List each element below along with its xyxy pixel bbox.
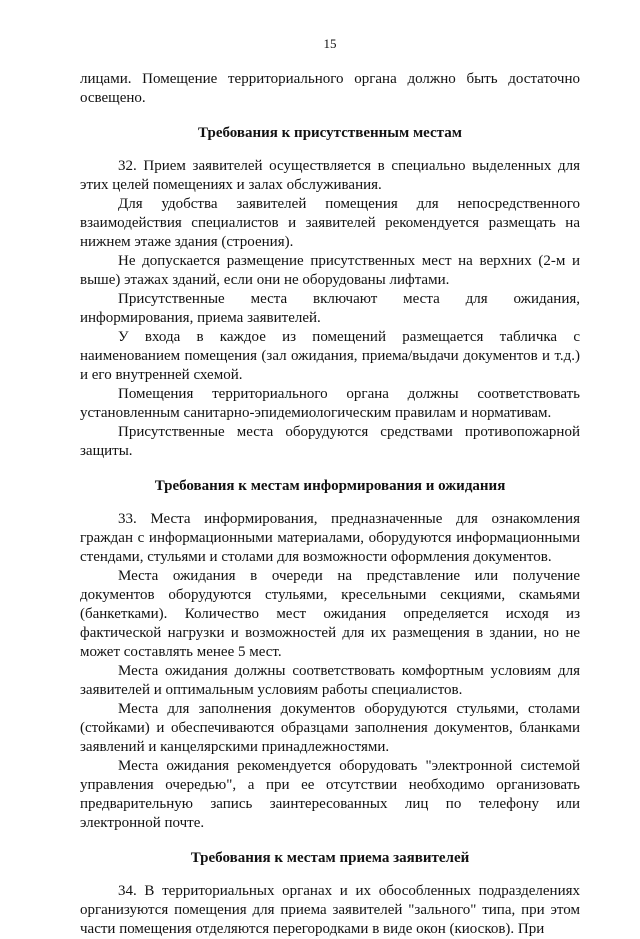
paragraph: Для удобства заявителей помещения для непосредственного взаимодействия специалистов и заявителей рекомендуется размещать на нижнем этаже здания (строения). bbox=[80, 196, 580, 250]
paragraph: лицами. Помещение территориального органа должно быть достаточно освещено. bbox=[80, 71, 580, 106]
paragraph: Присутственные места оборудуются средствами противопожарной защиты. bbox=[80, 424, 580, 459]
section-heading: Требования к местам приема заявителей bbox=[190, 850, 470, 866]
page-number: 15 bbox=[323, 36, 337, 51]
section-heading: Требования к присутственным местам bbox=[198, 125, 462, 141]
paragraph: Присутственные места включают места для ожидания, информирования, приема заявителей. bbox=[80, 291, 580, 326]
paragraph: Места ожидания рекомендуется оборудовать "электронной системой управления очередью", а при ее отсутствии необходимо организовать предварительную запись заинтересованных лиц по телефону или электронной почте. bbox=[80, 758, 580, 831]
paragraph: 32. Прием заявителей осуществляется в специально выделенных для этих целей помещениях и залах обслуживания. bbox=[80, 158, 580, 193]
paragraph: 34. В территориальных органах и их обособленных подразделениях организуются помещения для приема заявителей "зального" типа, при этом части помещения отделяются перегородками в виде окон (киосков). При bbox=[80, 883, 580, 937]
section-heading: Требования к местам информирования и ожидания bbox=[154, 478, 506, 494]
paragraph: Не допускается размещение присутственных мест на верхних (2-м и выше) этажах зданий, если они не оборудованы лифтами. bbox=[80, 253, 580, 288]
paragraph: Места ожидания должны соответствовать комфортным условиям для заявителей и оптимальным условиям работы специалистов. bbox=[80, 663, 580, 698]
paragraph: Места ожидания в очереди на представление или получение документов оборудуются стульями, кресельными секциями, скамьями (банкетками). Количество мест ожидания определяется исходя из фактической нагрузки и возможностей для их размещения в здании, но не может составлять менее 5 мест. bbox=[80, 568, 580, 660]
paragraph: У входа в каждое из помещений размещается табличка с наименованием помещения (зал ожидания, приема/выдачи документов и т.д.) и его внутренней схемой. bbox=[80, 329, 580, 383]
paragraph: Помещения территориального органа должны соответствовать установленным санитарно-эпидемиологическим правилам и нормативам. bbox=[80, 386, 580, 421]
paragraph: 33. Места информирования, предназначенные для ознакомления граждан с информационными материалами, оборудуются информационными стендами, стульями и столами для возможности оформления документов. bbox=[80, 511, 580, 565]
paragraph: Места для заполнения документов оборудуются стульями, столами (стойками) и обеспечиваются образцами заполнения документов, бланками заявлений и канцелярскими принадлежностями. bbox=[80, 701, 580, 755]
